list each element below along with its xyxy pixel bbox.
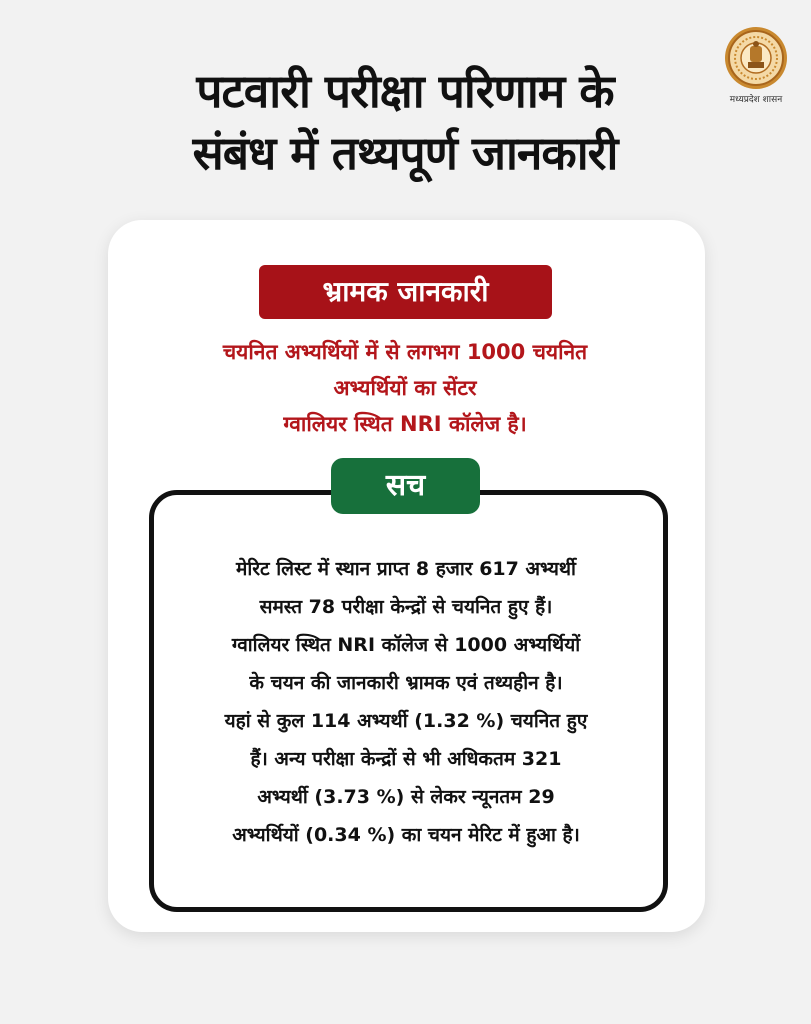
fact-label: सच — [331, 458, 480, 514]
myth-statement — [150, 334, 660, 442]
fact-statement — [168, 550, 644, 854]
page-title-line-2: संबंध में तथ्यपूर्ण जानकारी — [192, 126, 618, 180]
fact-line: समस्त 78 परीक्षा केन्द्रों से चयनित हुए हैं। — [259, 596, 553, 618]
fact-line: यहां से कुल 114 अभ्यर्थी (1.32 %) चयनित हुए — [224, 710, 588, 732]
fact-line: ग्वालियर स्थित NRI कॉलेज से 1000 अभ्यर्थियों — [231, 634, 581, 656]
myth-line: चयनित अभ्यर्थियों में से लगभग 1000 चयनित — [222, 340, 588, 364]
logo-caption: मध्यप्रदेश शासन — [729, 95, 783, 105]
myth-line: ग्वालियर स्थित NRI कॉलेज है। — [283, 412, 527, 436]
fact-line: अभ्यर्थियों (0.34 %) का चयन मेरिट में हुआ है। — [232, 824, 580, 846]
fact-line: के चयन की जानकारी भ्रामक एवं तथ्यहीन है। — [249, 672, 563, 694]
fact-line: हैं। अन्य परीक्षा केन्द्रों से भी अधिकतम 321 — [250, 748, 562, 770]
mp-government-emblem-icon — [724, 26, 788, 90]
myth-label: भ्रामक जानकारी — [259, 265, 552, 319]
myth-line: अभ्यर्थियों का सेंटर — [333, 376, 477, 400]
page-title-line-1: पटवारी परीक्षा परिणाम के — [196, 64, 614, 118]
fact-line: मेरिट लिस्ट में स्थान प्राप्त 8 हजार 617 अभ्यर्थी — [236, 558, 576, 580]
fact-line: अभ्यर्थी (3.73 %) से लेकर न्यूनतम 29 — [257, 786, 555, 808]
page-title — [120, 60, 690, 184]
